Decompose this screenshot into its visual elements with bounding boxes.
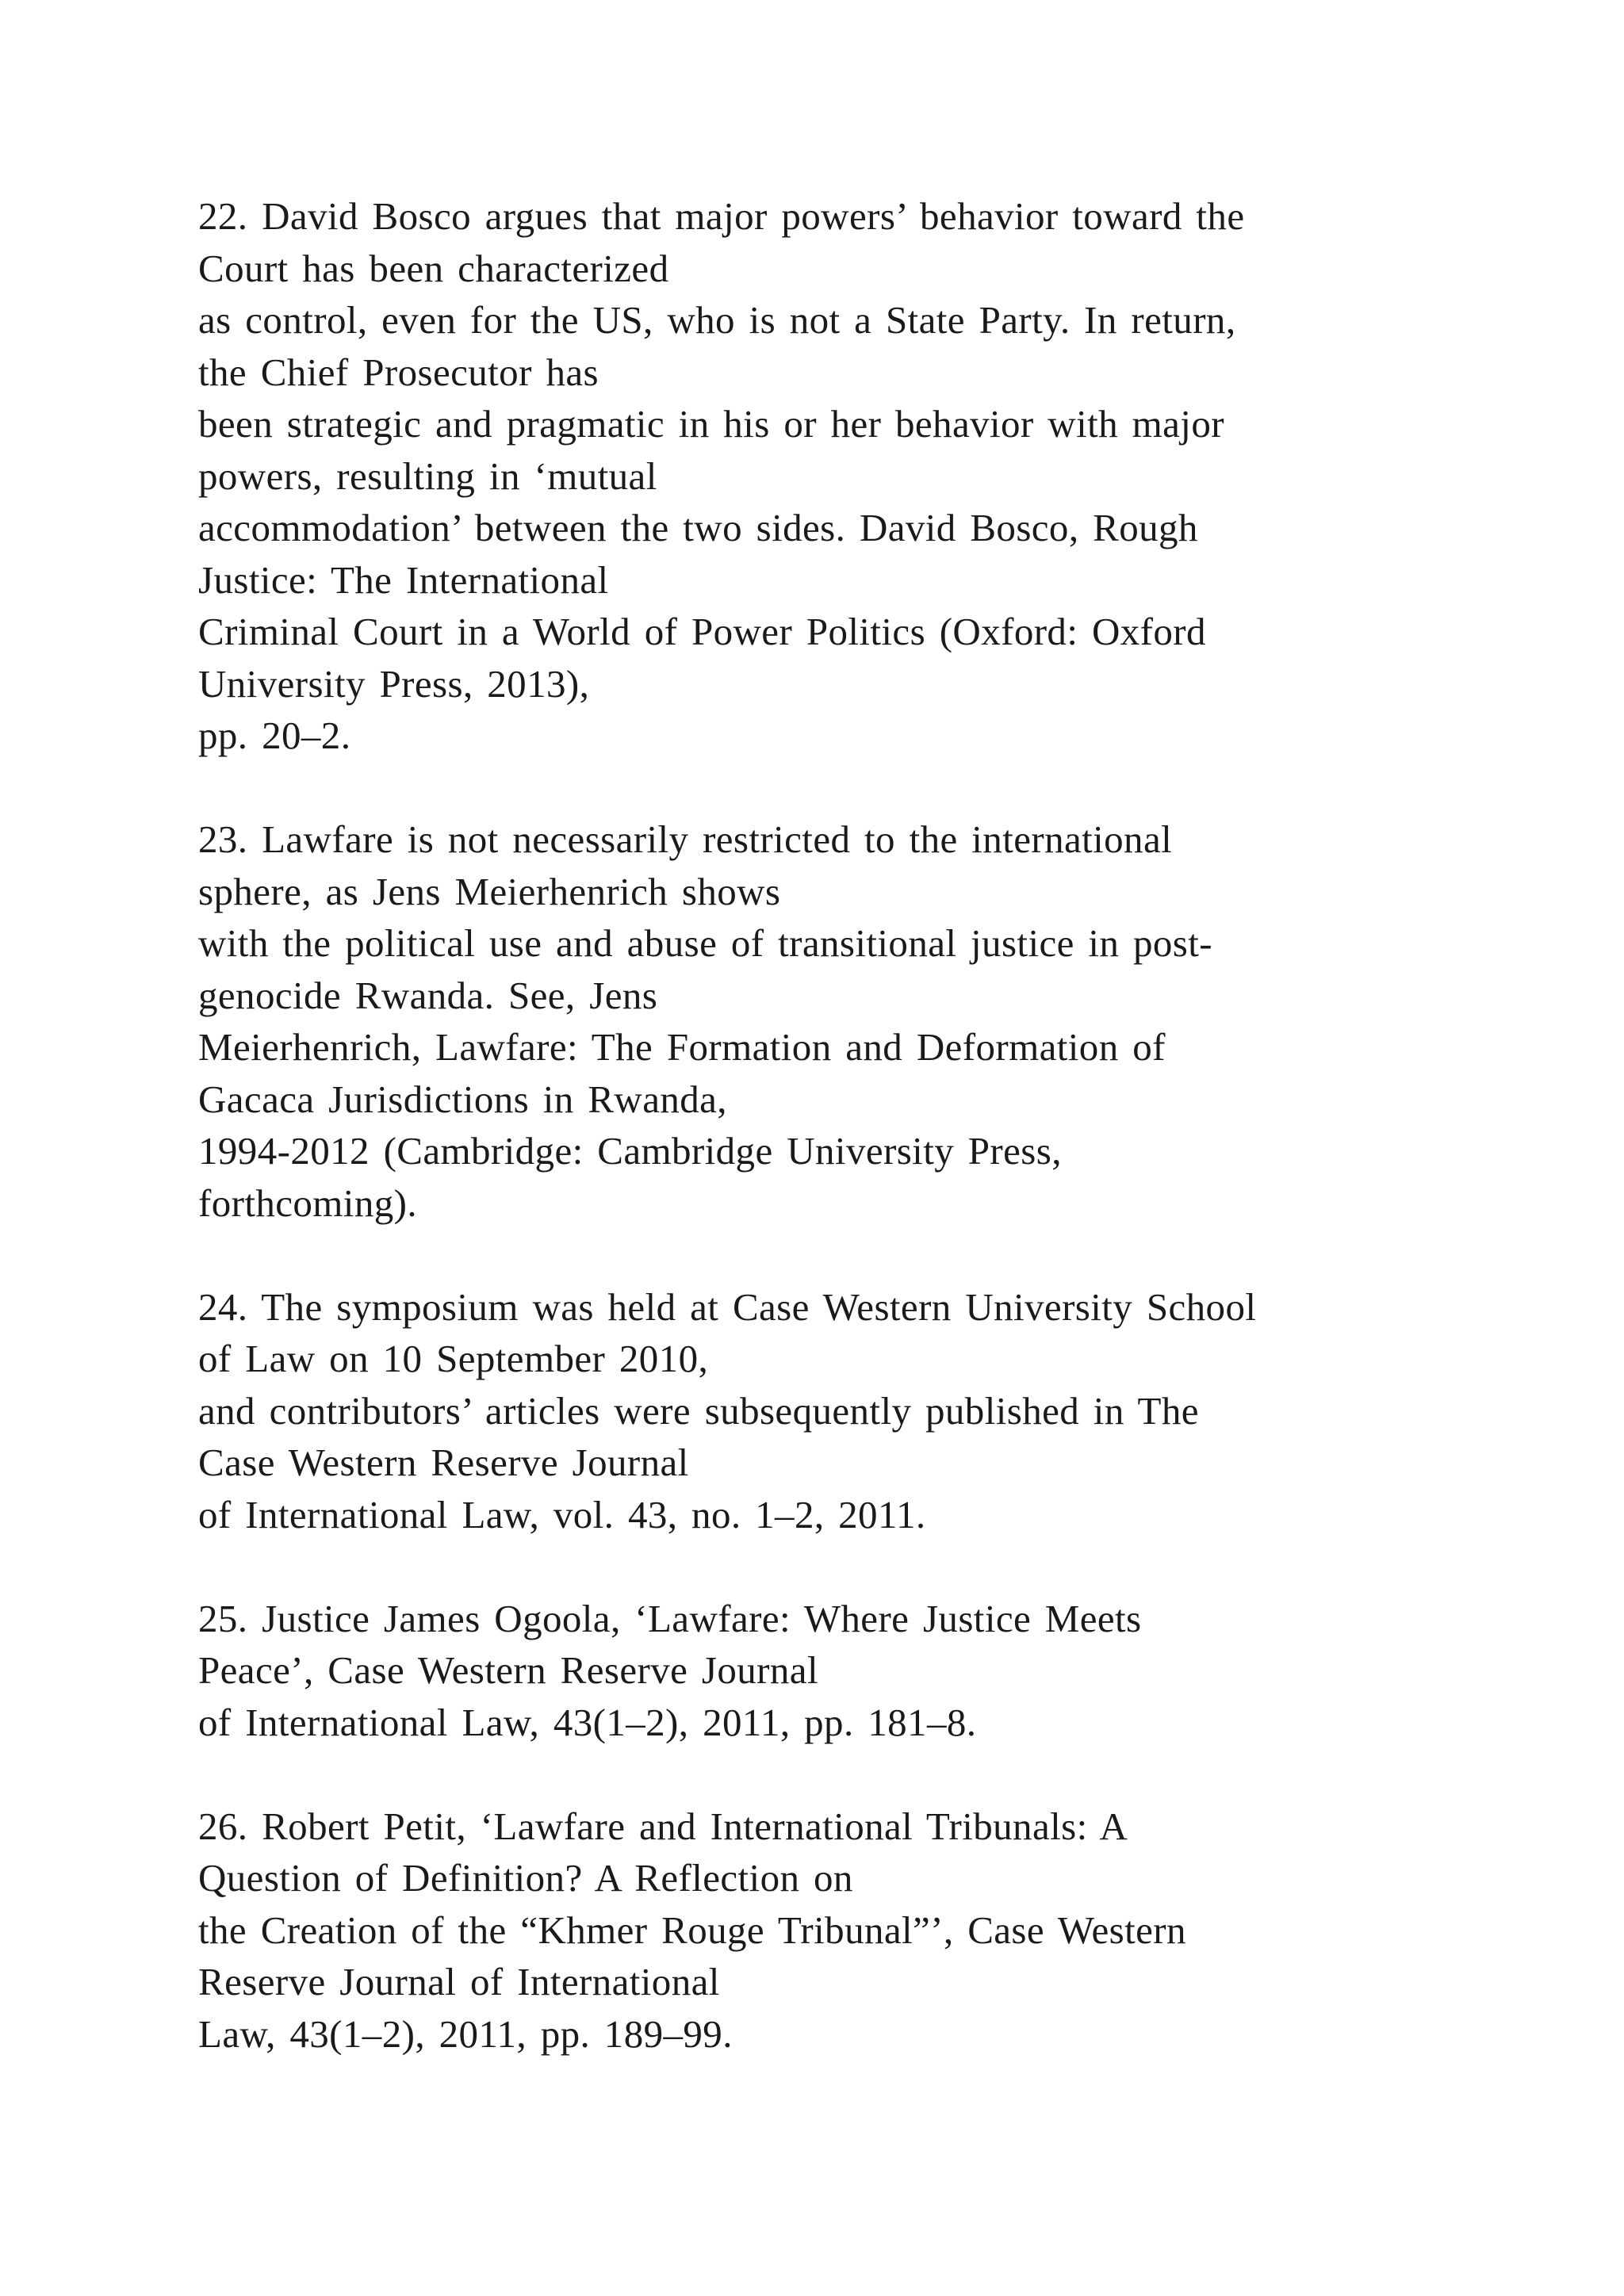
note-line: Reserve Journal of International	[198, 1960, 720, 2003]
endnote-22	[198, 190, 1546, 762]
note-line: Gacaca Jurisdictions in Rwanda,	[198, 1077, 727, 1121]
note-line: of International Law, 43(1–2), 2011, pp. 181–8.	[198, 1700, 977, 1744]
note-line: of International Law, vol. 43, no. 1–2, 2011.	[198, 1492, 926, 1536]
note-line: Peace’, Case Western Reserve Journal	[198, 1648, 818, 1692]
note-line: Meierhenrich, Lawfare: The Formation and Deformation of	[198, 1025, 1166, 1069]
note-line: Law, 43(1–2), 2011, pp. 189–99.	[198, 2011, 733, 2056]
endnote-25	[198, 1593, 1546, 1749]
note-line: as control, even for the US, who is not a State Party. In return,	[198, 298, 1236, 342]
note-line: accommodation’ between the two sides. David Bosco, Rough	[198, 506, 1198, 549]
note-line: Case Western Reserve Journal	[198, 1441, 689, 1484]
note-line: pp. 20–2.	[198, 714, 351, 757]
note-line: with the political use and abuse of transitional justice in post-	[198, 921, 1212, 965]
note-line: forthcoming).	[198, 1181, 417, 1225]
note-line: the Chief Prosecutor has	[198, 350, 599, 394]
note-line: 1994-2012 (Cambridge: Cambridge University Press,	[198, 1129, 1062, 1173]
note-line: and contributors’ articles were subsequently published in The	[198, 1388, 1199, 1433]
note-line: sphere, as Jens Meierhenrich shows	[198, 869, 781, 913]
note-line: Question of Definition? A Reflection on	[198, 1856, 853, 1900]
note-line: 24. The symposium was held at Case Western University School	[198, 1284, 1257, 1329]
endnote-24	[198, 1281, 1546, 1541]
note-line: powers, resulting in ‘mutual	[198, 453, 657, 498]
note-line: genocide Rwanda. See, Jens	[198, 973, 658, 1017]
note-line: been strategic and pragmatic in his or her behavior with major	[198, 402, 1224, 446]
note-line: Justice: The International	[198, 557, 609, 602]
note-line: of Law on 10 September 2010,	[198, 1337, 709, 1380]
endnote-26	[198, 1800, 1546, 2061]
note-line: Criminal Court in a World of Power Politics (Oxford: Oxford	[198, 610, 1206, 653]
note-line: 26. Robert Petit, ‘Lawfare and International Tribunals: A	[198, 1804, 1128, 1848]
endnote-23	[198, 813, 1546, 1229]
note-line: the Creation of the “Khmer Rouge Tribunal”’, Case Western	[198, 1908, 1186, 1952]
note-line: 22. David Bosco argues that major powers’ behavior toward the	[198, 194, 1245, 238]
note-line: University Press, 2013),	[198, 661, 590, 706]
note-line: 25. Justice James Ogoola, ‘Lawfare: Where Justice Meets	[198, 1596, 1142, 1640]
endnotes-list	[198, 190, 1546, 2112]
note-line: Court has been characterized	[198, 246, 669, 290]
note-line: 23. Lawfare is not necessarily restricted to the international	[198, 817, 1173, 861]
